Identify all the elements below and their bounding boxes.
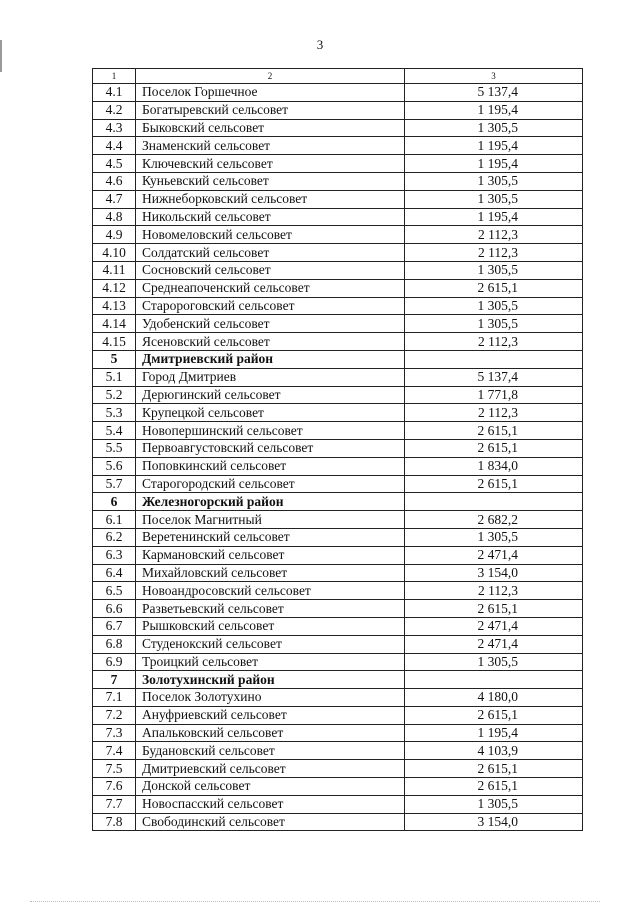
table-row	[93, 600, 583, 618]
table-row	[93, 386, 583, 404]
row-value-cell: 2 471,4	[405, 617, 583, 635]
row-number-cell: 4.3	[93, 119, 136, 137]
row-name-cell: Кармановский сельсовет	[136, 546, 405, 564]
row-number-cell: 6.2	[93, 528, 136, 546]
row-name-cell: Свободинский сельсовет	[136, 813, 405, 831]
row-name-cell: Дерюгинский сельсовет	[136, 386, 405, 404]
row-value-cell: 1 195,4	[405, 101, 583, 119]
table-row	[93, 564, 583, 582]
row-name-cell: Поселок Золотухино	[136, 689, 405, 707]
row-number-cell: 6.9	[93, 653, 136, 671]
allocation-table	[92, 68, 583, 831]
table-row	[93, 724, 583, 742]
table-row	[93, 457, 583, 475]
row-name-cell: Железногорский район	[136, 493, 405, 511]
row-name-cell: Богатыревский сельсовет	[136, 101, 405, 119]
row-number-cell: 7.1	[93, 689, 136, 707]
table-row	[93, 333, 583, 351]
row-value-cell: 1 305,5	[405, 315, 583, 333]
row-name-cell: Куньевский сельсовет	[136, 172, 405, 190]
table-row	[93, 155, 583, 173]
table-row	[93, 190, 583, 208]
row-name-cell: Поповкинский сельсовет	[136, 457, 405, 475]
row-number-cell: 7	[93, 671, 136, 689]
row-value-cell: 1 305,5	[405, 795, 583, 813]
row-name-cell: Нижнеборковский сельсовет	[136, 190, 405, 208]
column-header-name: 2	[136, 69, 405, 84]
row-name-cell: Быковский сельсовет	[136, 119, 405, 137]
row-number-cell: 6.1	[93, 511, 136, 529]
table-row	[93, 226, 583, 244]
row-name-cell: Дмитриевский сельсовет	[136, 760, 405, 778]
row-value-cell: 2 615,1	[405, 279, 583, 297]
row-number-cell: 4.12	[93, 279, 136, 297]
row-value-cell: 1 305,5	[405, 261, 583, 279]
row-number-cell: 5.7	[93, 475, 136, 493]
row-value-cell: 2 112,3	[405, 333, 583, 351]
row-number-cell: 6.6	[93, 600, 136, 618]
row-name-cell: Солдатский сельсовет	[136, 244, 405, 262]
row-number-cell: 7.5	[93, 760, 136, 778]
row-number-cell: 5.1	[93, 368, 136, 386]
row-value-cell: 2 615,1	[405, 778, 583, 796]
scan-bottom-edge	[30, 901, 600, 902]
row-value-cell: 2 615,1	[405, 475, 583, 493]
table-row	[93, 368, 583, 386]
row-name-cell: Дмитриевский район	[136, 350, 405, 368]
row-name-cell: Новомеловский сельсовет	[136, 226, 405, 244]
row-name-cell: Веретенинский сельсовет	[136, 528, 405, 546]
row-value-cell: 5 137,4	[405, 84, 583, 102]
row-name-cell: Сосновский сельсовет	[136, 261, 405, 279]
row-number-cell: 4.4	[93, 137, 136, 155]
row-number-cell: 4.6	[93, 172, 136, 190]
row-name-cell: Новоандросовский сельсовет	[136, 582, 405, 600]
row-number-cell: 6.7	[93, 617, 136, 635]
table-row	[93, 422, 583, 440]
row-name-cell: Среднеапоченский сельсовет	[136, 279, 405, 297]
row-name-cell: Ключевский сельсовет	[136, 155, 405, 173]
row-name-cell: Поселок Магнитный	[136, 511, 405, 529]
table-row	[93, 635, 583, 653]
table-row	[93, 244, 583, 262]
row-value-cell: 2 471,4	[405, 635, 583, 653]
row-value-cell: 4 103,9	[405, 742, 583, 760]
row-value-cell: 1 305,5	[405, 190, 583, 208]
table-row	[93, 617, 583, 635]
row-name-cell: Ануфриевский сельсовет	[136, 706, 405, 724]
row-number-cell: 7.4	[93, 742, 136, 760]
table-row	[93, 795, 583, 813]
table-row	[93, 315, 583, 333]
row-value-cell: 4 180,0	[405, 689, 583, 707]
row-number-cell: 7.7	[93, 795, 136, 813]
row-name-cell: Город Дмитриев	[136, 368, 405, 386]
page-number: 3	[316, 37, 324, 52]
table-row	[93, 582, 583, 600]
row-value-cell: 3 154,0	[405, 564, 583, 582]
district-row	[93, 493, 583, 511]
row-name-cell: Старороговский сельсовет	[136, 297, 405, 315]
district-row	[93, 671, 583, 689]
row-name-cell: Будановский сельсовет	[136, 742, 405, 760]
row-name-cell: Михайловский сельсовет	[136, 564, 405, 582]
table-row	[93, 439, 583, 457]
table-row	[93, 119, 583, 137]
row-number-cell: 5.6	[93, 457, 136, 475]
row-value-cell	[405, 671, 583, 689]
row-name-cell: Удобенский сельсовет	[136, 315, 405, 333]
table-row	[93, 208, 583, 226]
row-name-cell: Рышковский сельсовет	[136, 617, 405, 635]
table-row	[93, 297, 583, 315]
table-row	[93, 511, 583, 529]
table-row	[93, 742, 583, 760]
table-row	[93, 778, 583, 796]
row-name-cell: Разветьевский сельсовет	[136, 600, 405, 618]
table-row	[93, 528, 583, 546]
row-value-cell: 1 195,4	[405, 208, 583, 226]
row-number-cell: 5	[93, 350, 136, 368]
row-number-cell: 5.5	[93, 439, 136, 457]
row-number-cell: 6	[93, 493, 136, 511]
row-value-cell: 2 471,4	[405, 546, 583, 564]
column-header-value: 3	[405, 69, 583, 84]
row-value-cell	[405, 493, 583, 511]
row-value-cell: 2 112,3	[405, 244, 583, 262]
row-number-cell: 4.15	[93, 333, 136, 351]
table-row	[93, 653, 583, 671]
table-row	[93, 546, 583, 564]
row-value-cell: 2 615,1	[405, 439, 583, 457]
row-number-cell: 7.8	[93, 813, 136, 831]
row-number-cell: 4.2	[93, 101, 136, 119]
row-value-cell: 1 305,5	[405, 119, 583, 137]
row-name-cell: Апальковский сельсовет	[136, 724, 405, 742]
table-row	[93, 760, 583, 778]
row-value-cell: 2 112,3	[405, 404, 583, 422]
row-value-cell: 1 305,5	[405, 172, 583, 190]
table-row	[93, 689, 583, 707]
row-name-cell: Старогородский сельсовет	[136, 475, 405, 493]
row-name-cell: Донской сельсовет	[136, 778, 405, 796]
table-header-row	[93, 69, 583, 84]
row-number-cell: 7.6	[93, 778, 136, 796]
row-value-cell: 5 137,4	[405, 368, 583, 386]
district-row	[93, 350, 583, 368]
row-name-cell: Первоавгустовский сельсовет	[136, 439, 405, 457]
row-value-cell: 2 112,3	[405, 582, 583, 600]
row-number-cell: 5.2	[93, 386, 136, 404]
row-name-cell: Золотухинский район	[136, 671, 405, 689]
row-name-cell: Студенокский сельсовет	[136, 635, 405, 653]
row-name-cell: Поселок Горшечное	[136, 84, 405, 102]
row-value-cell: 3 154,0	[405, 813, 583, 831]
table-row	[93, 101, 583, 119]
row-number-cell: 5.3	[93, 404, 136, 422]
row-number-cell: 4.7	[93, 190, 136, 208]
row-name-cell: Крупецкой сельсовет	[136, 404, 405, 422]
row-number-cell: 4.8	[93, 208, 136, 226]
table-row	[93, 279, 583, 297]
row-number-cell: 4.13	[93, 297, 136, 315]
row-name-cell: Новоспасский сельсовет	[136, 795, 405, 813]
table-row	[93, 137, 583, 155]
row-number-cell: 6.4	[93, 564, 136, 582]
table-row	[93, 261, 583, 279]
row-number-cell: 7.3	[93, 724, 136, 742]
row-number-cell: 6.5	[93, 582, 136, 600]
row-value-cell: 2 112,3	[405, 226, 583, 244]
row-value-cell: 2 615,1	[405, 422, 583, 440]
row-value-cell: 1 305,5	[405, 653, 583, 671]
column-header-number: 1	[93, 69, 136, 84]
row-value-cell: 2 615,1	[405, 706, 583, 724]
row-value-cell: 1 195,4	[405, 137, 583, 155]
row-name-cell: Никольский сельсовет	[136, 208, 405, 226]
row-name-cell: Новопершинский сельсовет	[136, 422, 405, 440]
table-row	[93, 84, 583, 102]
table-row	[93, 706, 583, 724]
table-row	[93, 813, 583, 831]
row-value-cell: 1 195,4	[405, 724, 583, 742]
row-number-cell: 4.14	[93, 315, 136, 333]
row-number-cell: 4.10	[93, 244, 136, 262]
table-row	[93, 404, 583, 422]
row-value-cell: 2 615,1	[405, 600, 583, 618]
row-number-cell: 4.5	[93, 155, 136, 173]
table-row	[93, 172, 583, 190]
row-value-cell: 1 305,5	[405, 528, 583, 546]
row-value-cell: 1 771,8	[405, 386, 583, 404]
row-value-cell	[405, 350, 583, 368]
row-number-cell: 6.3	[93, 546, 136, 564]
row-number-cell: 7.2	[93, 706, 136, 724]
row-number-cell: 4.9	[93, 226, 136, 244]
row-name-cell: Ясеновский сельсовет	[136, 333, 405, 351]
table-row	[93, 475, 583, 493]
row-number-cell: 4.11	[93, 261, 136, 279]
row-value-cell: 1 195,4	[405, 155, 583, 173]
row-number-cell: 4.1	[93, 84, 136, 102]
row-value-cell: 2 615,1	[405, 760, 583, 778]
row-number-cell: 6.8	[93, 635, 136, 653]
row-name-cell: Знаменский сельсовет	[136, 137, 405, 155]
row-value-cell: 2 682,2	[405, 511, 583, 529]
row-value-cell: 1 305,5	[405, 297, 583, 315]
row-value-cell: 1 834,0	[405, 457, 583, 475]
row-name-cell: Троицкий сельсовет	[136, 653, 405, 671]
row-number-cell: 5.4	[93, 422, 136, 440]
table-body	[93, 84, 583, 831]
